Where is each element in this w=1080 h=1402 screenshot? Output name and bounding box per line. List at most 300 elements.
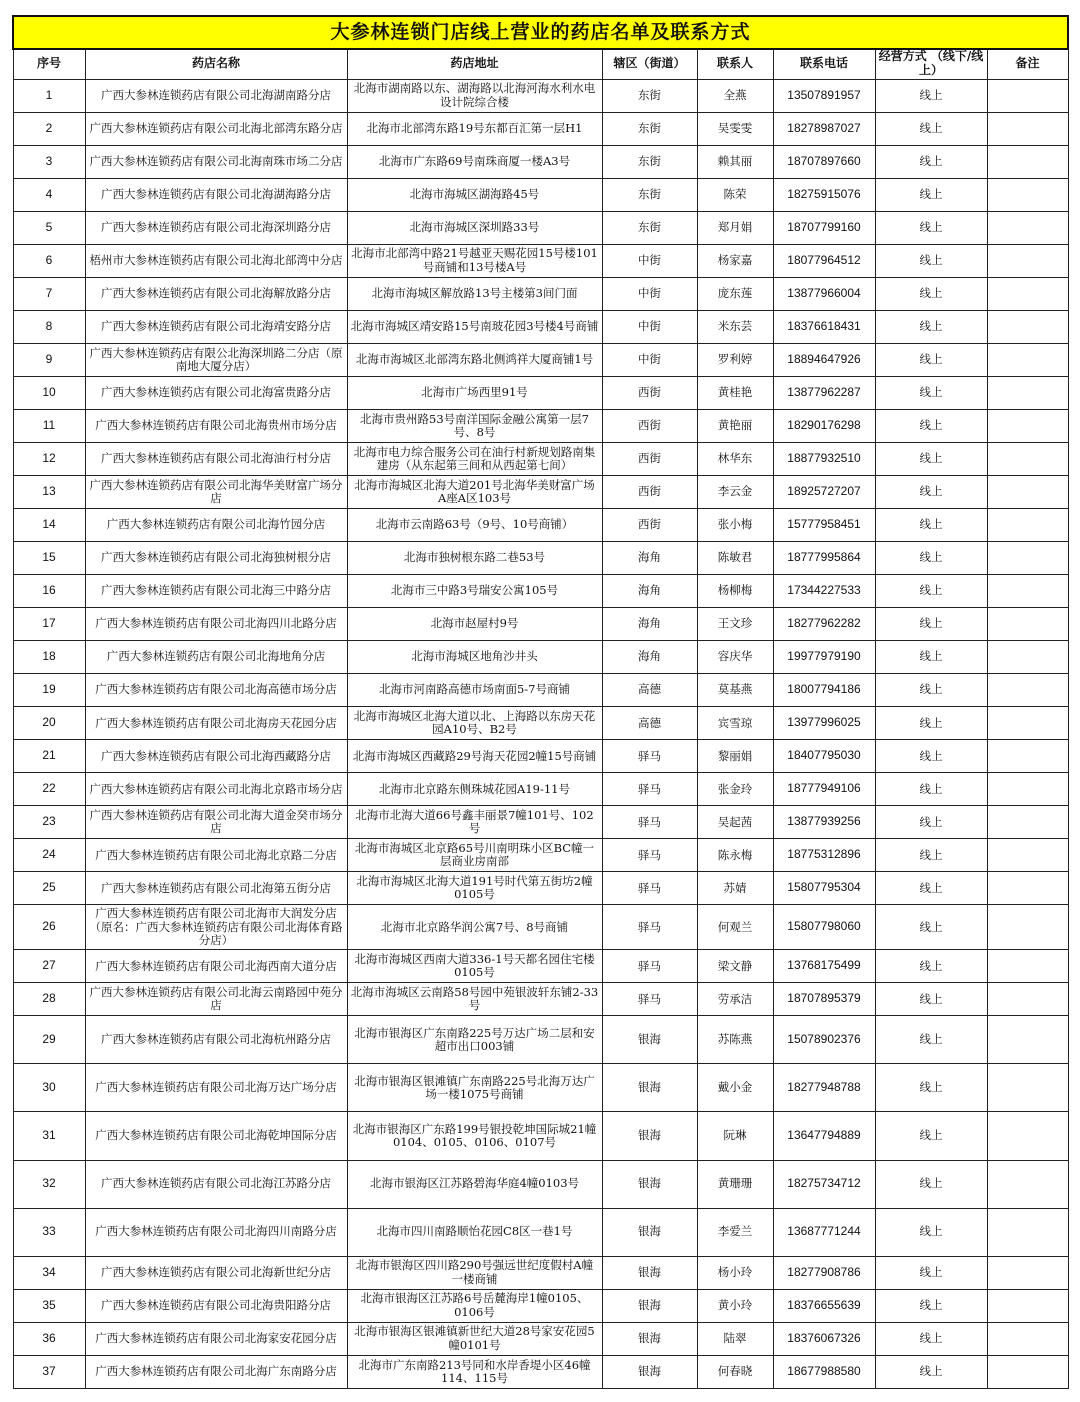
phone-cell: 18777949106 [773, 773, 875, 806]
seq-cell: 36 [13, 1322, 85, 1355]
district-cell: 西街 [602, 442, 697, 475]
mode-cell: 线上 [875, 1208, 987, 1256]
remarks-cell [987, 1322, 1068, 1355]
header-address: 药店地址 [347, 49, 602, 79]
district-cell: 西街 [602, 475, 697, 508]
header-mode: 经营方式 （线下/线上） [875, 49, 987, 79]
remarks-cell [987, 376, 1068, 409]
district-cell: 东街 [602, 145, 697, 178]
mode-cell: 线上 [875, 806, 987, 839]
contact-cell: 苏陈燕 [697, 1016, 773, 1064]
mode-cell: 线上 [875, 178, 987, 211]
mode-cell: 线上 [875, 343, 987, 376]
seq-cell: 23 [13, 806, 85, 839]
remarks-cell [987, 872, 1068, 905]
mode-cell: 线上 [875, 1160, 987, 1208]
table-row [13, 1112, 1068, 1160]
address-cell: 北海市贵州路53号南洋国际金融公寓第一层7号、8号 [347, 409, 602, 442]
seq-cell: 32 [13, 1160, 85, 1208]
seq-cell: 25 [13, 872, 85, 905]
seq-cell: 28 [13, 983, 85, 1016]
mode-cell: 线上 [875, 574, 987, 607]
district-cell: 西街 [602, 409, 697, 442]
mode-cell: 线上 [875, 983, 987, 1016]
address-cell: 北海市海城区北部湾东路北侧鸿祥大厦商铺1号 [347, 343, 602, 376]
phone-cell: 18407795030 [773, 740, 875, 773]
district-cell: 海角 [602, 541, 697, 574]
store-name-cell: 广西大参林连锁药店有限公司北海杭州路分店 [85, 1016, 347, 1064]
mode-cell: 线上 [875, 674, 987, 707]
table-row [13, 674, 1068, 707]
address-cell: 北海市海城区北京路65号川南明珠小区BC幢一层商业房南部 [347, 839, 602, 872]
table-row [13, 79, 1068, 112]
table-row [13, 277, 1068, 310]
district-cell: 海角 [602, 641, 697, 674]
phone-cell: 15078902376 [773, 1016, 875, 1064]
contact-cell: 容庆华 [697, 641, 773, 674]
title-row [13, 16, 1068, 49]
district-cell: 银海 [602, 1289, 697, 1322]
phone-cell: 18290176298 [773, 409, 875, 442]
contact-cell: 宾雪琼 [697, 707, 773, 740]
contact-cell: 罗利婷 [697, 343, 773, 376]
store-name-cell: 广西大参林连锁药店有限公司北海三中路分店 [85, 574, 347, 607]
table-row [13, 1322, 1068, 1355]
phone-cell: 19977979190 [773, 641, 875, 674]
table-row [13, 872, 1068, 905]
header-seq: 序号 [13, 49, 85, 79]
seq-cell: 22 [13, 773, 85, 806]
table-row [13, 839, 1068, 872]
remarks-cell [987, 1355, 1068, 1388]
mode-cell: 线上 [875, 442, 987, 475]
phone-cell: 18077964512 [773, 244, 875, 277]
store-name-cell: 广西大参林连锁药店有限公司北海广东南路分店 [85, 1355, 347, 1388]
district-cell: 驿马 [602, 950, 697, 983]
store-name-cell: 广西大参林连锁药店有限公司北海万达广场分店 [85, 1064, 347, 1112]
seq-cell: 27 [13, 950, 85, 983]
store-name-cell: 广西大参林连锁药店有限公司北海靖安路分店 [85, 310, 347, 343]
phone-cell: 18278987027 [773, 112, 875, 145]
contact-cell: 吴起茜 [697, 806, 773, 839]
seq-cell: 7 [13, 277, 85, 310]
table-row [13, 707, 1068, 740]
mode-cell: 线上 [875, 211, 987, 244]
address-cell: 北海市海城区靖安路15号南玻花园3号楼4号商铺 [347, 310, 602, 343]
store-name-cell: 广西大参林连锁药店有限公司北海独树根分店 [85, 541, 347, 574]
mode-cell: 线上 [875, 79, 987, 112]
phone-cell: 13507891957 [773, 79, 875, 112]
district-cell: 东街 [602, 211, 697, 244]
address-cell: 北海市三中路3号瑞安公寓105号 [347, 574, 602, 607]
pharmacy-list-table [12, 15, 1069, 1389]
store-name-cell: 广西大参林连锁药店有限公司北海四川南路分店 [85, 1208, 347, 1256]
remarks-cell [987, 211, 1068, 244]
mode-cell: 线上 [875, 872, 987, 905]
district-cell: 银海 [602, 1160, 697, 1208]
address-cell: 北海市银海区广东路199号银投乾坤国际城21幢0104、0105、0106、0107号 [347, 1112, 602, 1160]
remarks-cell [987, 707, 1068, 740]
contact-cell: 赖其丽 [697, 145, 773, 178]
district-cell: 驿马 [602, 983, 697, 1016]
district-cell: 高德 [602, 674, 697, 707]
table-row [13, 1289, 1068, 1322]
contact-cell: 陈敏君 [697, 541, 773, 574]
remarks-cell [987, 1208, 1068, 1256]
remarks-cell [987, 409, 1068, 442]
seq-cell: 35 [13, 1289, 85, 1322]
contact-cell: 黎丽娟 [697, 740, 773, 773]
contact-cell: 杨小玲 [697, 1256, 773, 1289]
remarks-cell [987, 740, 1068, 773]
seq-cell: 33 [13, 1208, 85, 1256]
district-cell: 东街 [602, 79, 697, 112]
store-name-cell: 广西大参林连锁药店有限公司北海地角分店 [85, 641, 347, 674]
mode-cell: 线上 [875, 1256, 987, 1289]
store-name-cell: 广西大参林连锁药店有限公司北海北京路市场分店 [85, 773, 347, 806]
seq-cell: 17 [13, 608, 85, 641]
remarks-cell [987, 1016, 1068, 1064]
contact-cell: 李云金 [697, 475, 773, 508]
table-row [13, 409, 1068, 442]
district-cell: 银海 [602, 1016, 697, 1064]
mode-cell: 线上 [875, 376, 987, 409]
table-row [13, 541, 1068, 574]
seq-cell: 12 [13, 442, 85, 475]
seq-cell: 31 [13, 1112, 85, 1160]
table-row [13, 1064, 1068, 1112]
address-cell: 北海市河南路高德市场南面5-7号商铺 [347, 674, 602, 707]
table-row [13, 211, 1068, 244]
remarks-cell [987, 1112, 1068, 1160]
contact-cell: 陈荣 [697, 178, 773, 211]
phone-cell: 18925727207 [773, 475, 875, 508]
address-cell: 北海市北海大道66号鑫丰丽景7幢101号、102号 [347, 806, 602, 839]
seq-cell: 14 [13, 508, 85, 541]
table-row [13, 178, 1068, 211]
address-cell: 北海市北京路华润公寓7号、8号商铺 [347, 905, 602, 950]
store-name-cell: 广西大参林连锁药店有限公司北海家安花园分店 [85, 1322, 347, 1355]
remarks-cell [987, 343, 1068, 376]
seq-cell: 29 [13, 1016, 85, 1064]
remarks-cell [987, 1256, 1068, 1289]
phone-cell: 18275915076 [773, 178, 875, 211]
contact-cell: 莫基燕 [697, 674, 773, 707]
table-row [13, 145, 1068, 178]
seq-cell: 37 [13, 1355, 85, 1388]
header-phone: 联系电话 [773, 49, 875, 79]
contact-cell: 梁文静 [697, 950, 773, 983]
seq-cell: 24 [13, 839, 85, 872]
phone-cell: 13647794889 [773, 1112, 875, 1160]
store-name-cell: 广西大参林连锁药店有限公司北海湖海路分店 [85, 178, 347, 211]
address-cell: 北海市四川南路顺怡花园C8区一巷1号 [347, 1208, 602, 1256]
district-cell: 东街 [602, 178, 697, 211]
district-cell: 驿马 [602, 839, 697, 872]
address-cell: 北海市北部湾中路21号越亚天赐花园15号楼101号商铺和13号楼A号 [347, 244, 602, 277]
phone-cell: 13687771244 [773, 1208, 875, 1256]
phone-cell: 18277948788 [773, 1064, 875, 1112]
remarks-cell [987, 541, 1068, 574]
district-cell: 银海 [602, 1064, 697, 1112]
phone-cell: 18707895379 [773, 983, 875, 1016]
contact-cell: 何观兰 [697, 905, 773, 950]
remarks-cell [987, 983, 1068, 1016]
store-name-cell: 广西大参林连锁药店有限公司北海深圳路分店 [85, 211, 347, 244]
contact-cell: 劳承洁 [697, 983, 773, 1016]
district-cell: 驿马 [602, 806, 697, 839]
district-cell: 西街 [602, 508, 697, 541]
table-row [13, 1208, 1068, 1256]
table-row [13, 608, 1068, 641]
phone-cell: 18777995864 [773, 541, 875, 574]
store-name-cell: 广西大参林连锁药店有限公司北海北京路二分店 [85, 839, 347, 872]
phone-cell: 13877962287 [773, 376, 875, 409]
contact-cell: 郑月娟 [697, 211, 773, 244]
mode-cell: 线上 [875, 905, 987, 950]
contact-cell: 米东芸 [697, 310, 773, 343]
table-row [13, 475, 1068, 508]
contact-cell: 林华东 [697, 442, 773, 475]
address-cell: 北海市海城区湖海路45号 [347, 178, 602, 211]
header-remarks: 备注 [987, 49, 1068, 79]
contact-cell: 李爱兰 [697, 1208, 773, 1256]
seq-cell: 1 [13, 79, 85, 112]
store-name-cell: 广西大参林连锁药店有限公司北海高德市场分店 [85, 674, 347, 707]
address-cell: 北海市云南路63号（9号、10号商铺） [347, 508, 602, 541]
mode-cell: 线上 [875, 541, 987, 574]
header-contact: 联系人 [697, 49, 773, 79]
address-cell: 北海市海城区云南路58号园中苑银波轩东铺2-33号 [347, 983, 602, 1016]
contact-cell: 王文珍 [697, 608, 773, 641]
phone-cell: 13977996025 [773, 707, 875, 740]
district-cell: 银海 [602, 1355, 697, 1388]
contact-cell: 全燕 [697, 79, 773, 112]
store-name-cell: 广西大参林连锁药店有限公司北海北部湾东路分店 [85, 112, 347, 145]
seq-cell: 13 [13, 475, 85, 508]
remarks-cell [987, 79, 1068, 112]
remarks-cell [987, 244, 1068, 277]
remarks-cell [987, 674, 1068, 707]
store-name-cell: 广西大参林连锁药店有限公司北海新世纪分店 [85, 1256, 347, 1289]
mode-cell: 线上 [875, 1355, 987, 1388]
contact-cell: 张金玲 [697, 773, 773, 806]
district-cell: 东街 [602, 112, 697, 145]
district-cell: 中街 [602, 343, 697, 376]
sheet-title: 大参林连锁门店线上营业的药店名单及联系方式 [13, 16, 1068, 49]
table-row [13, 442, 1068, 475]
seq-cell: 3 [13, 145, 85, 178]
table-row [13, 740, 1068, 773]
remarks-cell [987, 641, 1068, 674]
mode-cell: 线上 [875, 112, 987, 145]
mode-cell: 线上 [875, 950, 987, 983]
phone-cell: 18707897660 [773, 145, 875, 178]
store-name-cell: 广西大参林连锁药店有限公司北海解放路分店 [85, 277, 347, 310]
remarks-cell [987, 574, 1068, 607]
store-name-cell: 广西大参林连锁药店有限公司北海竹园分店 [85, 508, 347, 541]
seq-cell: 34 [13, 1256, 85, 1289]
seq-cell: 18 [13, 641, 85, 674]
store-name-cell: 广西大参林连锁药店有限公司北海乾坤国际分店 [85, 1112, 347, 1160]
table-row [13, 574, 1068, 607]
remarks-cell [987, 1064, 1068, 1112]
remarks-cell [987, 277, 1068, 310]
contact-cell: 吴雯雯 [697, 112, 773, 145]
store-name-cell: 广西大参林连锁药店有限公司北海湖南路分店 [85, 79, 347, 112]
mode-cell: 线上 [875, 145, 987, 178]
contact-cell: 杨家嘉 [697, 244, 773, 277]
seq-cell: 21 [13, 740, 85, 773]
district-cell: 中街 [602, 310, 697, 343]
address-cell: 北海市海城区北海大道以北、上海路以东房天花园A10号、B2号 [347, 707, 602, 740]
phone-cell: 15807798060 [773, 905, 875, 950]
phone-cell: 18376067326 [773, 1322, 875, 1355]
remarks-cell [987, 112, 1068, 145]
contact-cell: 黄珊珊 [697, 1160, 773, 1208]
district-cell: 驿马 [602, 872, 697, 905]
contact-cell: 黄桂艳 [697, 376, 773, 409]
table-row [13, 1160, 1068, 1208]
store-name-cell: 广西大参林连锁药店有限公司北海江苏路分店 [85, 1160, 347, 1208]
phone-cell: 18677988580 [773, 1355, 875, 1388]
district-cell: 驿马 [602, 905, 697, 950]
mode-cell: 线上 [875, 310, 987, 343]
phone-cell: 18007794186 [773, 674, 875, 707]
store-name-cell: 广西大参林连锁药店有限公司北海云南路园中苑分店 [85, 983, 347, 1016]
phone-cell: 18775312896 [773, 839, 875, 872]
phone-cell: 18376618431 [773, 310, 875, 343]
address-cell: 北海市广东南路213号同和水岸香堤小区46幢114、115号 [347, 1355, 602, 1388]
address-cell: 北海市海城区地角沙井头 [347, 641, 602, 674]
remarks-cell [987, 905, 1068, 950]
address-cell: 北海市北部湾东路19号东都百汇第一层H1 [347, 112, 602, 145]
contact-cell: 黄小玲 [697, 1289, 773, 1322]
address-cell: 北海市电力综合服务公司在油行村新规划路南集建房（从东起第三间和从西起第七间） [347, 442, 602, 475]
phone-cell: 13768175499 [773, 950, 875, 983]
district-cell: 银海 [602, 1322, 697, 1355]
mode-cell: 线上 [875, 608, 987, 641]
remarks-cell [987, 839, 1068, 872]
mode-cell: 线上 [875, 707, 987, 740]
remarks-cell [987, 145, 1068, 178]
district-cell: 中街 [602, 244, 697, 277]
mode-cell: 线上 [875, 475, 987, 508]
remarks-cell [987, 475, 1068, 508]
remarks-cell [987, 608, 1068, 641]
store-name-cell: 梧州市大参林连锁药店有限公司北海北部湾中分店 [85, 244, 347, 277]
address-cell: 北海市海城区解放路13号主楼第3间门面 [347, 277, 602, 310]
contact-cell: 庞东莲 [697, 277, 773, 310]
phone-cell: 13877939256 [773, 806, 875, 839]
contact-cell: 杨柳梅 [697, 574, 773, 607]
seq-cell: 26 [13, 905, 85, 950]
district-cell: 驿马 [602, 773, 697, 806]
mode-cell: 线上 [875, 839, 987, 872]
address-cell: 北海市海城区西南大道336-1号天都名园住宅楼0105号 [347, 950, 602, 983]
seq-cell: 16 [13, 574, 85, 607]
mode-cell: 线上 [875, 1016, 987, 1064]
remarks-cell [987, 442, 1068, 475]
district-cell: 西街 [602, 376, 697, 409]
store-name-cell: 广西大参林连锁药店有限公司北海房天花园分店 [85, 707, 347, 740]
contact-cell: 何春晓 [697, 1355, 773, 1388]
district-cell: 银海 [602, 1256, 697, 1289]
seq-cell: 10 [13, 376, 85, 409]
address-cell: 北海市广场西里91号 [347, 376, 602, 409]
table-row [13, 310, 1068, 343]
seq-cell: 5 [13, 211, 85, 244]
seq-cell: 30 [13, 1064, 85, 1112]
mode-cell: 线上 [875, 409, 987, 442]
store-name-cell: 广西大参林连锁药店有限公司北海四川北路分店 [85, 608, 347, 641]
remarks-cell [987, 806, 1068, 839]
district-cell: 银海 [602, 1112, 697, 1160]
contact-cell: 戴小金 [697, 1064, 773, 1112]
address-cell: 北海市广东路69号南珠商厦一楼A3号 [347, 145, 602, 178]
store-name-cell: 广西大参林连锁药店有限公司北海西藏路分店 [85, 740, 347, 773]
address-cell: 北海市赵屋村9号 [347, 608, 602, 641]
table-row [13, 806, 1068, 839]
address-cell: 北海市海城区西藏路29号海天花园2幢15号商铺 [347, 740, 602, 773]
phone-cell: 18275734712 [773, 1160, 875, 1208]
seq-cell: 9 [13, 343, 85, 376]
district-cell: 高德 [602, 707, 697, 740]
mode-cell: 线上 [875, 641, 987, 674]
contact-cell: 陆翠 [697, 1322, 773, 1355]
table-row [13, 343, 1068, 376]
address-cell: 北海市银海区银滩镇广东南路225号北海万达广场一楼1075号商铺 [347, 1064, 602, 1112]
phone-cell: 18894647926 [773, 343, 875, 376]
store-name-cell: 广西大参林连锁药店有限公司北海市大润发分店（原名：广西大参林连锁药店有限公司北海体育路分店） [85, 905, 347, 950]
phone-cell: 15807795304 [773, 872, 875, 905]
address-cell: 北海市湖南路以东、湖海路以北海河海水利水电设计院综合楼 [347, 79, 602, 112]
mode-cell: 线上 [875, 244, 987, 277]
contact-cell: 苏婧 [697, 872, 773, 905]
remarks-cell [987, 773, 1068, 806]
store-name-cell: 广西大参林连锁药店有限公司北海油行村分店 [85, 442, 347, 475]
store-name-cell: 广西大参林连锁药店有限公司北海第五街分店 [85, 872, 347, 905]
phone-cell: 18877932510 [773, 442, 875, 475]
seq-cell: 15 [13, 541, 85, 574]
remarks-cell [987, 178, 1068, 211]
table-row [13, 905, 1068, 950]
seq-cell: 11 [13, 409, 85, 442]
district-cell: 银海 [602, 1208, 697, 1256]
mode-cell: 线上 [875, 1289, 987, 1322]
table-row [13, 641, 1068, 674]
address-cell: 北海市银海区四川路290号强远世纪度假村A幢一楼商铺 [347, 1256, 602, 1289]
table-row [13, 508, 1068, 541]
store-name-cell: 广西大参林连锁药店有限公司北海华美财富广场分店 [85, 475, 347, 508]
phone-cell: 18707799160 [773, 211, 875, 244]
table-row [13, 950, 1068, 983]
remarks-cell [987, 310, 1068, 343]
table-row [13, 983, 1068, 1016]
table-row [13, 1256, 1068, 1289]
seq-cell: 4 [13, 178, 85, 211]
table-body [13, 79, 1068, 1389]
address-cell: 北海市银海区银滩镇新世纪大道28号家安花园5幢0101号 [347, 1322, 602, 1355]
store-name-cell: 广西大参林连锁药店有限公北海深圳路二分店（原南地大厦分店） [85, 343, 347, 376]
store-name-cell: 广西大参林连锁药店有限公司北海贵阳路分店 [85, 1289, 347, 1322]
store-name-cell: 广西大参林连锁药店有限公司北海贵州市场分店 [85, 409, 347, 442]
address-cell: 北海市独树根东路二巷53号 [347, 541, 602, 574]
remarks-cell [987, 1160, 1068, 1208]
seq-cell: 8 [13, 310, 85, 343]
district-cell: 中街 [602, 277, 697, 310]
phone-cell: 15777958451 [773, 508, 875, 541]
